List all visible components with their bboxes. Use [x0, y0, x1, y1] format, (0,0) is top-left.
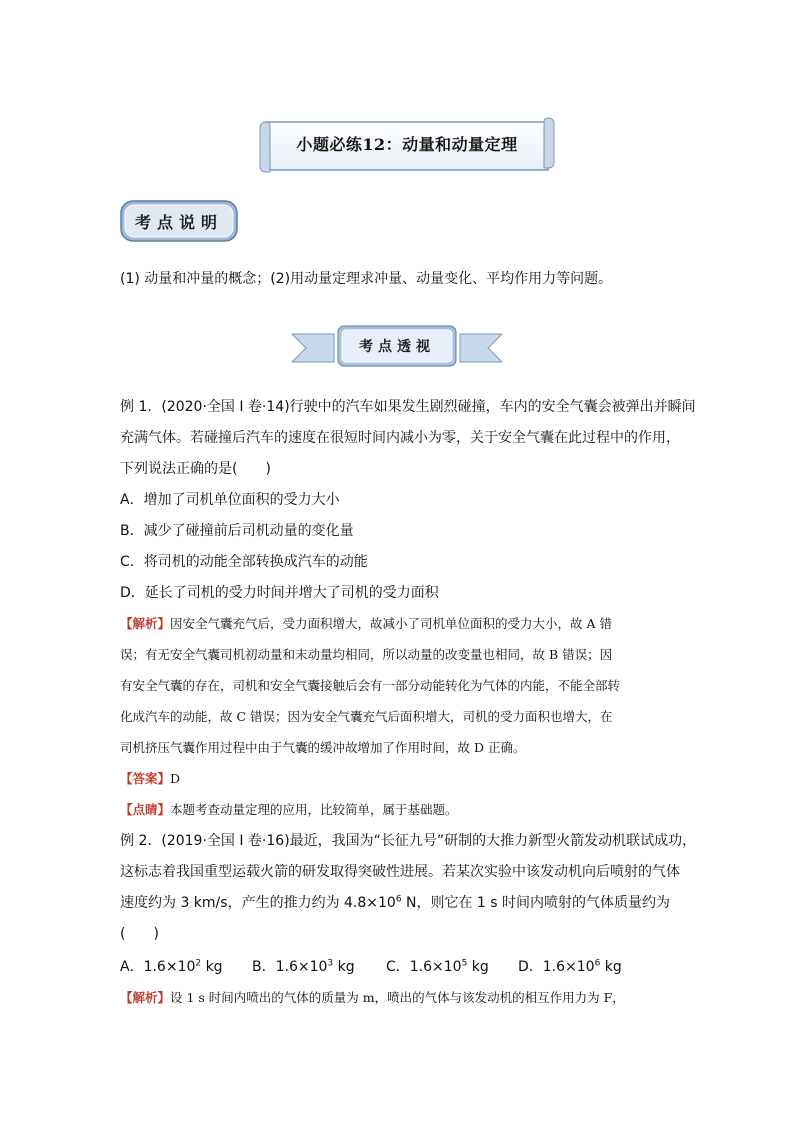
analysis-text: 因安全气囊充气后，受力面积增大，故减小了司机单位面积的受力大小，故 A 错 — [170, 616, 612, 631]
ex2-line3-exponent: 6 — [395, 894, 402, 905]
ex2-line3-part1: 速度约为 3 km/s，产生的推力约为 4.8×10 — [120, 895, 396, 911]
ex1-analysis-line2: 误；有无安全气囊司机初动量和末动量均相同，所以动量的改变量也相同，故 B 错误；因 — [120, 647, 613, 662]
opt-b-base: B．1.6×10 — [252, 959, 328, 975]
ex1-answer — [120, 769, 180, 787]
comment-tag: 【点睛】 — [120, 802, 171, 817]
ex1-analysis-line1 — [120, 614, 612, 632]
ex1-analysis-line3: 有安全气囊的存在，司机和安全气囊接触后会有一部分动能转化为气体的内能，不能全部转 — [120, 678, 621, 693]
opt-d-base: D．1.6×10 — [518, 959, 595, 975]
ex1-line2: 充满气体。若碰撞后汽车的速度在很短时间内减小为零，关于安全气囊在此过程中的作用， — [120, 430, 680, 446]
opt-a-base: A．1.6×10 — [120, 959, 196, 975]
ex1-analysis-line5: 司机挤压气囊作用过程中由于气囊的缓冲故增加了作用时间，故 D 正确。 — [120, 740, 526, 755]
ex1-line3: 下列说法正确的是( ) — [120, 461, 271, 477]
ex2-analysis-line1 — [120, 988, 625, 1006]
opt-c-exp: 5 — [461, 958, 468, 969]
page-title: 小题必练12：动量和动量定理 — [296, 135, 518, 154]
ex1-comment — [120, 800, 458, 818]
ex2-option-c — [386, 956, 489, 976]
answer-value: D — [170, 771, 181, 786]
ex2-line3 — [120, 892, 670, 912]
ex2-option-a — [120, 956, 223, 976]
opt-c-unit: kg — [467, 959, 489, 975]
opt-a-exp: 2 — [195, 958, 202, 969]
ex2-line4: ( ) — [120, 926, 159, 942]
ex1-option-a: A．增加了司机单位面积的受力大小 — [120, 492, 340, 508]
ex2-option-d — [518, 956, 622, 976]
ex2-line2: 这标志着我国重型运载火箭的研发取得突破性进展。若某次实验中该发动机向后喷射的气体 — [120, 864, 680, 880]
ex1-analysis-line4: 化成汽车的动能，故 C 错误；因为安全气囊充气后面积增大，司机的受力面积也增大，在 — [120, 709, 613, 724]
opt-d-exp: 6 — [594, 958, 601, 969]
badge-label: 考点说明 — [134, 213, 223, 232]
opt-b-exp: 3 — [327, 958, 334, 969]
ex2-line1: 例 2．(2019·全国 I 卷·16)最近，我国为“长征九号”研制的大推力新型火箭发动机联试成功， — [120, 833, 697, 849]
ex1-line1: 例 1．(2020·全国 I 卷·14)行驶中的汽车如果发生剧烈碰撞，车内的安全气囊会被弹出并瞬间 — [120, 399, 696, 415]
ex1-option-d: D．延长了司机的受力时间并增大了司机的受力面积 — [120, 585, 439, 601]
section-ribbon-perspective — [292, 322, 502, 372]
analysis-tag: 【解析】 — [120, 616, 171, 631]
opt-d-unit: kg — [600, 959, 622, 975]
answer-tag: 【答案】 — [120, 771, 171, 786]
comment-text: 本题考查动量定理的应用，比较简单，属于基础题。 — [170, 802, 458, 817]
section-badge-explanation — [120, 200, 238, 242]
opt-a-unit: kg — [201, 959, 223, 975]
ex1-option-c: C．将司机的动能全部转换成汽车的动能 — [120, 554, 368, 570]
analysis-text: 设 1 s 时间内喷出的气体的质量为 m，喷出的气体与该发动机的相互作用力为 F， — [170, 990, 625, 1005]
opt-c-base: C．1.6×10 — [386, 959, 462, 975]
ribbon-label: 考点透视 — [359, 339, 435, 355]
ex2-line3-part2: N，则它在 1 s 时间内喷射的气体质量约为 — [401, 895, 671, 911]
intro-text: (1) 动量和冲量的概念；(2)用动量定理求冲量、动量变化、平均作用力等问题。 — [120, 271, 613, 287]
title-banner — [258, 114, 556, 176]
ex2-option-b — [252, 956, 355, 976]
analysis-tag: 【解析】 — [120, 990, 171, 1005]
opt-b-unit: kg — [333, 959, 355, 975]
ex1-option-b: B．减少了碰撞前后司机动量的变化量 — [120, 523, 354, 539]
